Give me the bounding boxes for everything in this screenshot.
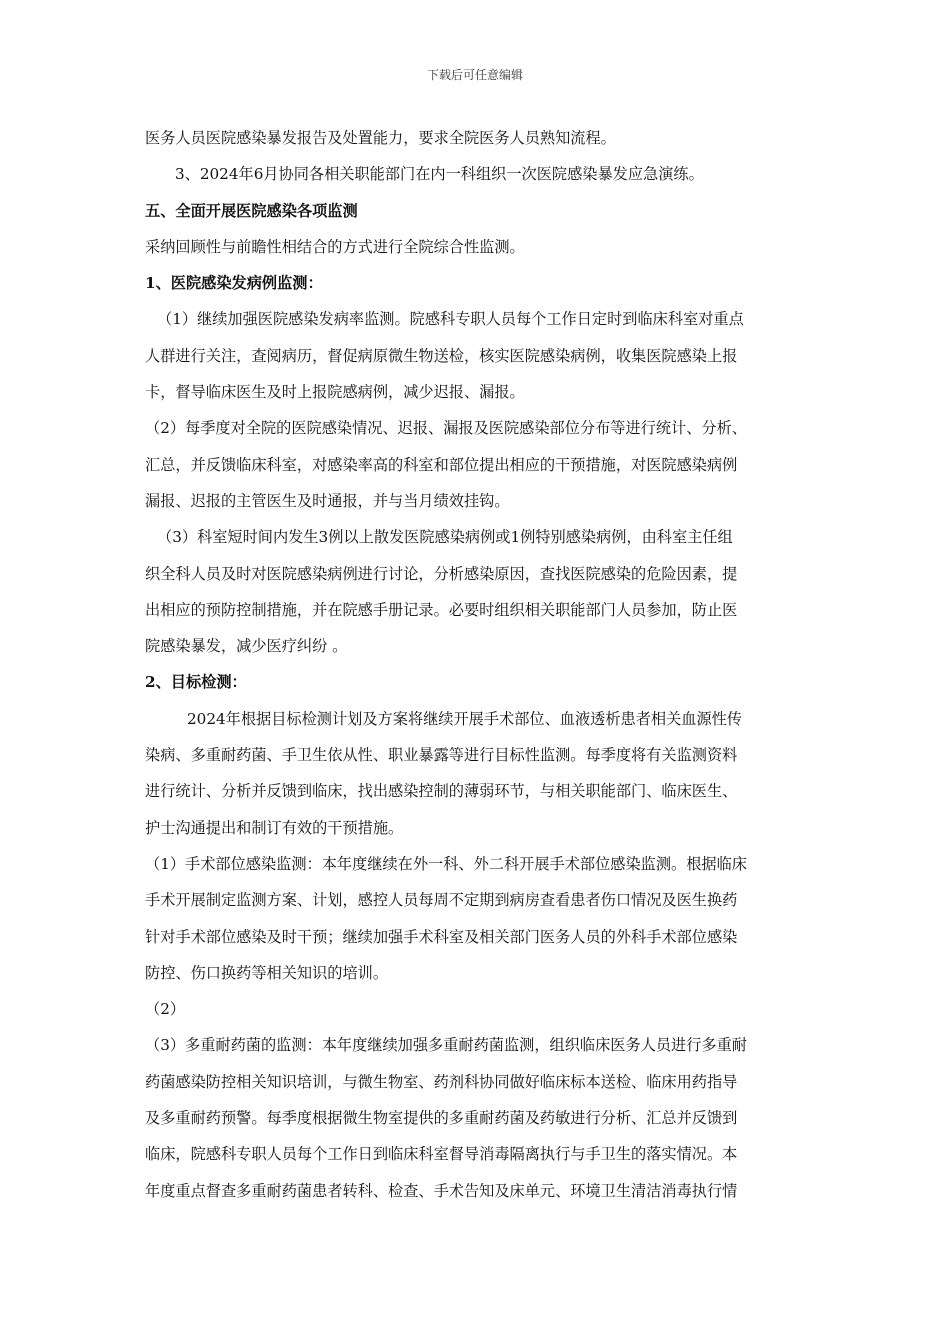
paragraph-line: （3）科室短时间内发生3例以上散发医院感染病例或1例特别感染病例，由科室主任组 [157,528,733,547]
paragraph-line: 进行统计、分析并反馈到临床，找出感染控制的薄弱环节，与相关职能部门、临床医生、 [145,782,738,801]
paragraph-line: 出相应的预防控制措施，并在院感手册记录。必要时组织相关职能部门人员参加，防止医 [145,600,738,619]
section-heading: 五、全面开展医院感染各项监测 [145,201,358,220]
paragraph-line: 卡，督导临床医生及时上报院感病例，减少迟报、漏报。 [145,383,525,402]
paragraph-line: 人群进行关注，查阅病历，督促病原微生物送检，核实医院感染病例，收集医院感染上报 [145,346,738,365]
paragraph-line: （2）每季度对全院的医院感染情况、迟报、漏报及医院感染部位分布等进行统计、分析、 [145,419,747,438]
paragraph-line: 漏报、迟报的主管医生及时通报，并与当月绩效挂钩。 [145,491,510,510]
paragraph-line: 年度重点督查多重耐药菌患者转科、检查、手术告知及床单元、环境卫生清洁消毒执行情 [145,1181,738,1200]
document-body [145,120,809,1209]
paragraph-line: 医务人员医院感染暴发报告及处置能力，要求全院医务人员熟知流程。 [145,129,616,147]
paragraph-line: 防控、伤口换药等相关知识的培训。 [145,963,388,982]
subsection-heading: 1、医院感染发病例监测： [145,274,323,293]
paragraph-line: 3、2024年6月协同各相关职能部门在内一科组织一次医院感染暴发应急演练。 [175,165,704,184]
paragraph-line: 织全科人员及时对医院感染病例进行讨论，分析感染原因，查找医院感染的危险因素，提 [145,564,738,583]
paragraph-line: 临床，院感科专职人员每个工作日到临床科室督导消毒隔离执行与手卫生的落实情况。本 [145,1145,738,1164]
paragraph-line: 院感染暴发，减少医疗纠纷 。 [145,637,348,656]
paragraph-line: 2024年根据目标检测计划及方案将继续开展手术部位、血液透析患者相关血源性传 [187,709,743,728]
paragraph-line: 针对手术部位感染及时干预；继续加强手术科室及相关部门医务人员的外科手术部位感染 [145,927,738,946]
paragraph-line: 采纳回顾性与前瞻性相结合的方式进行全院综合性监测。 [145,237,525,256]
paragraph-line: （3）多重耐药菌的监测：本年度继续加强多重耐药菌监测，组织临床医务人员进行多重耐 [145,1036,747,1055]
paragraph-line: 手术开展制定监测方案、计划，感控人员每周不定期到病房查看患者伤口情况及医生换药 [145,891,738,910]
paragraph-line: （1）继续加强医院感染发病率监测。院感科专职人员每个工作日定时到临床科室对重点 [157,310,744,329]
paragraph-line: 汇总，并反馈临床科室，对感染率高的科室和部位提出相应的干预措施，对医院感染病例 [145,455,738,474]
paragraph-line: （2） [145,1000,186,1019]
paragraph-line: 及多重耐药预警。每季度根据微生物室提供的多重耐药菌及药敏进行分析、汇总并反馈到 [145,1109,738,1128]
page-header: 下载后可任意编辑 [426,68,523,82]
paragraph-line: （1）手术部位感染监测：本年度继续在外一科、外二科开展手术部位感染监测。根据临床 [145,854,747,873]
paragraph-line: 护士沟通提出和制订有效的干预措施。 [145,818,404,837]
paragraph-line: 染病、多重耐药菌、手卫生依从性、职业暴露等进行目标性监测。每季度将有关监测资料 [145,746,738,765]
subsection-heading: 2、目标检测： [145,673,247,692]
paragraph-line: 药菌感染防控相关知识培训，与微生物室、药剂科协同做好临床标本送检、临床用药指导 [145,1072,738,1091]
